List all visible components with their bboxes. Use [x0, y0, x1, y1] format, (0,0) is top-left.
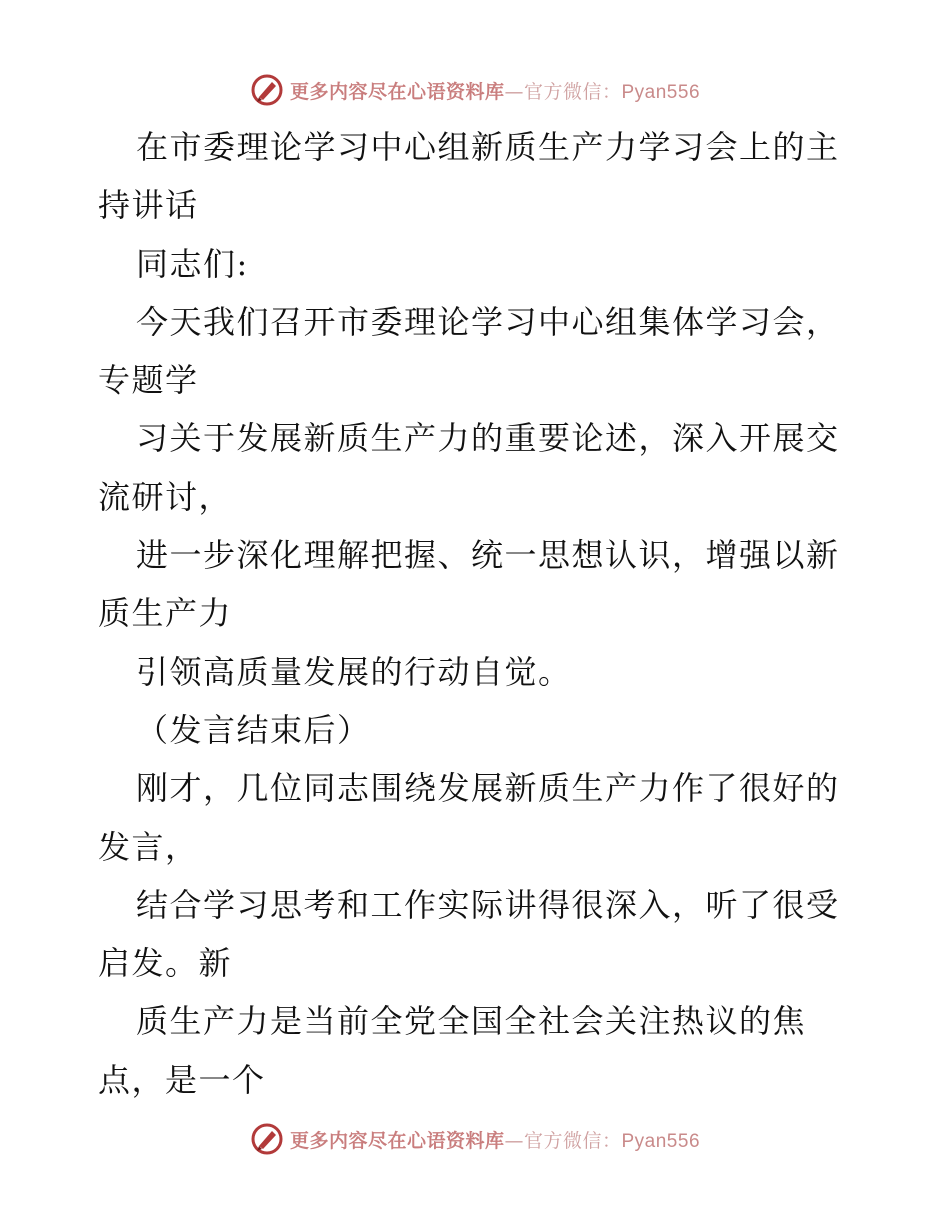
document-body	[98, 118, 858, 1109]
watermark-dash: —	[504, 80, 524, 103]
watermark-label: 官方微信：	[523, 1129, 622, 1152]
watermark-dash: —	[504, 1129, 524, 1152]
watermark-text	[290, 1126, 700, 1153]
footer-watermark	[0, 1119, 950, 1159]
document-line: 结合学习思考和工作实际讲得很深入，听了很受	[136, 885, 840, 924]
document-line: 刚才，几位同志围绕发展新质生产力作了很好的	[136, 769, 840, 808]
document-line: （发言结束后）	[136, 710, 371, 749]
watermark-brand: 更多内容尽在心语资料库	[289, 80, 505, 103]
watermark-text	[290, 77, 700, 104]
document-line: 启发。新	[98, 944, 233, 983]
watermark-label: 官方微信：	[523, 80, 622, 103]
document-line: 专题学	[98, 361, 199, 400]
watermark-wechat-id: Pyan556	[621, 1130, 701, 1152]
document-line: 发言，	[98, 827, 199, 866]
document-line: 今天我们召开市委理论学习中心组集体学习会，	[136, 302, 840, 341]
document-line: 质生产力是当前全党全国全社会关注热议的焦	[136, 1002, 807, 1041]
document-line: 流研讨，	[98, 477, 233, 516]
watermark-brand: 更多内容尽在心语资料库	[289, 1129, 505, 1152]
pen-logo-icon	[250, 1122, 284, 1156]
pen-logo-icon	[250, 73, 284, 107]
document-line: 引领高质量发展的行动自觉。	[136, 652, 572, 691]
document-line: 持讲话	[98, 186, 199, 225]
header-watermark	[0, 70, 950, 110]
document-line: 点，是一个	[98, 1060, 266, 1099]
document-line: 进一步深化理解把握、统一思想认识，增强以新	[136, 536, 840, 575]
watermark-wechat-id: Pyan556	[621, 81, 701, 103]
document-line: 习关于发展新质生产力的重要论述，深入开展交	[136, 419, 840, 458]
document-line: 在市委理论学习中心组新质生产力学习会上的主	[136, 128, 840, 166]
document-line: 同志们:	[136, 244, 249, 283]
document-line: 质生产力	[98, 594, 233, 633]
